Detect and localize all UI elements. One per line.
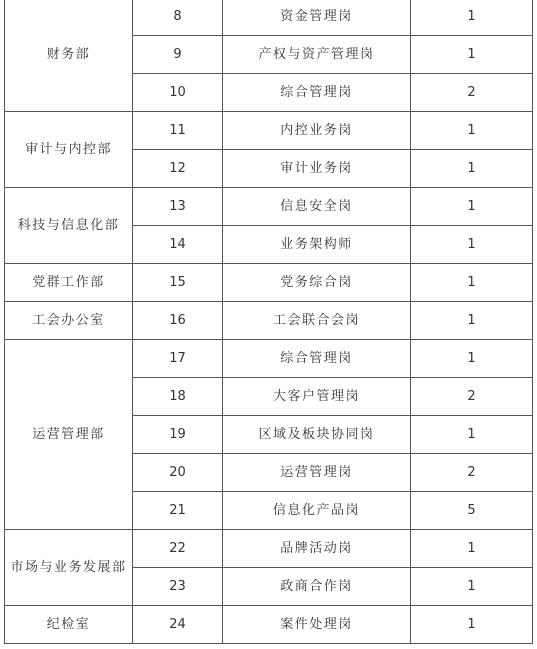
- sequence-number-cell: 12: [133, 150, 223, 188]
- position-name-cell: 党务综合岗: [223, 264, 411, 302]
- sequence-number-cell: 22: [133, 530, 223, 568]
- table-row: [5, 302, 533, 340]
- department-cell: 科技与信息化部: [5, 188, 133, 264]
- headcount-cell: 1: [411, 340, 533, 378]
- table-row: [5, 188, 533, 226]
- department-cell: 审计与内控部: [5, 112, 133, 188]
- table-row: [5, 340, 533, 378]
- table-row: [5, 264, 533, 302]
- position-name-cell: 综合管理岗: [223, 74, 411, 112]
- headcount-cell: 1: [411, 302, 533, 340]
- department-cell: 市场与业务发展部: [5, 530, 133, 606]
- position-name-cell: 品牌活动岗: [223, 530, 411, 568]
- sequence-number-cell: 13: [133, 188, 223, 226]
- headcount-cell: 1: [411, 150, 533, 188]
- sequence-number-cell: 10: [133, 74, 223, 112]
- sequence-number-cell: 17: [133, 340, 223, 378]
- sequence-number-cell: 9: [133, 36, 223, 74]
- position-name-cell: 资金管理岗: [223, 0, 411, 36]
- table-body: [5, 0, 533, 644]
- department-cell: 运营管理部: [5, 340, 133, 530]
- headcount-cell: 5: [411, 492, 533, 530]
- position-name-cell: 工会联合会岗: [223, 302, 411, 340]
- position-name-cell: 信息化产品岗: [223, 492, 411, 530]
- department-cell: 财务部: [5, 0, 133, 112]
- headcount-cell: 2: [411, 454, 533, 492]
- position-name-cell: 业务架构师: [223, 226, 411, 264]
- headcount-cell: 1: [411, 264, 533, 302]
- position-name-cell: 政商合作岗: [223, 568, 411, 606]
- sequence-number-cell: 23: [133, 568, 223, 606]
- headcount-cell: 2: [411, 74, 533, 112]
- sequence-number-cell: 21: [133, 492, 223, 530]
- position-name-cell: 运营管理岗: [223, 454, 411, 492]
- sequence-number-cell: 15: [133, 264, 223, 302]
- department-cell: 工会办公室: [5, 302, 133, 340]
- headcount-cell: 1: [411, 416, 533, 454]
- headcount-cell: 2: [411, 378, 533, 416]
- position-name-cell: 案件处理岗: [223, 606, 411, 644]
- sequence-number-cell: 14: [133, 226, 223, 264]
- headcount-cell: 1: [411, 606, 533, 644]
- sequence-number-cell: 11: [133, 112, 223, 150]
- position-name-cell: 审计业务岗: [223, 150, 411, 188]
- table-row: [5, 0, 533, 36]
- position-name-cell: 区域及板块协同岗: [223, 416, 411, 454]
- position-name-cell: 内控业务岗: [223, 112, 411, 150]
- sequence-number-cell: 18: [133, 378, 223, 416]
- department-cell: 纪检室: [5, 606, 133, 644]
- department-cell: 党群工作部: [5, 264, 133, 302]
- recruitment-positions-table: [4, 0, 533, 644]
- headcount-cell: 1: [411, 530, 533, 568]
- sequence-number-cell: 8: [133, 0, 223, 36]
- table-row: [5, 112, 533, 150]
- sequence-number-cell: 24: [133, 606, 223, 644]
- sequence-number-cell: 16: [133, 302, 223, 340]
- position-name-cell: 大客户管理岗: [223, 378, 411, 416]
- headcount-cell: 1: [411, 226, 533, 264]
- headcount-cell: 1: [411, 0, 533, 36]
- position-name-cell: 信息安全岗: [223, 188, 411, 226]
- table-row: [5, 606, 533, 644]
- position-name-cell: 产权与资产管理岗: [223, 36, 411, 74]
- headcount-cell: 1: [411, 112, 533, 150]
- position-name-cell: 综合管理岗: [223, 340, 411, 378]
- headcount-cell: 1: [411, 36, 533, 74]
- sequence-number-cell: 19: [133, 416, 223, 454]
- headcount-cell: 1: [411, 568, 533, 606]
- headcount-cell: 1: [411, 188, 533, 226]
- sequence-number-cell: 20: [133, 454, 223, 492]
- table-row: [5, 530, 533, 568]
